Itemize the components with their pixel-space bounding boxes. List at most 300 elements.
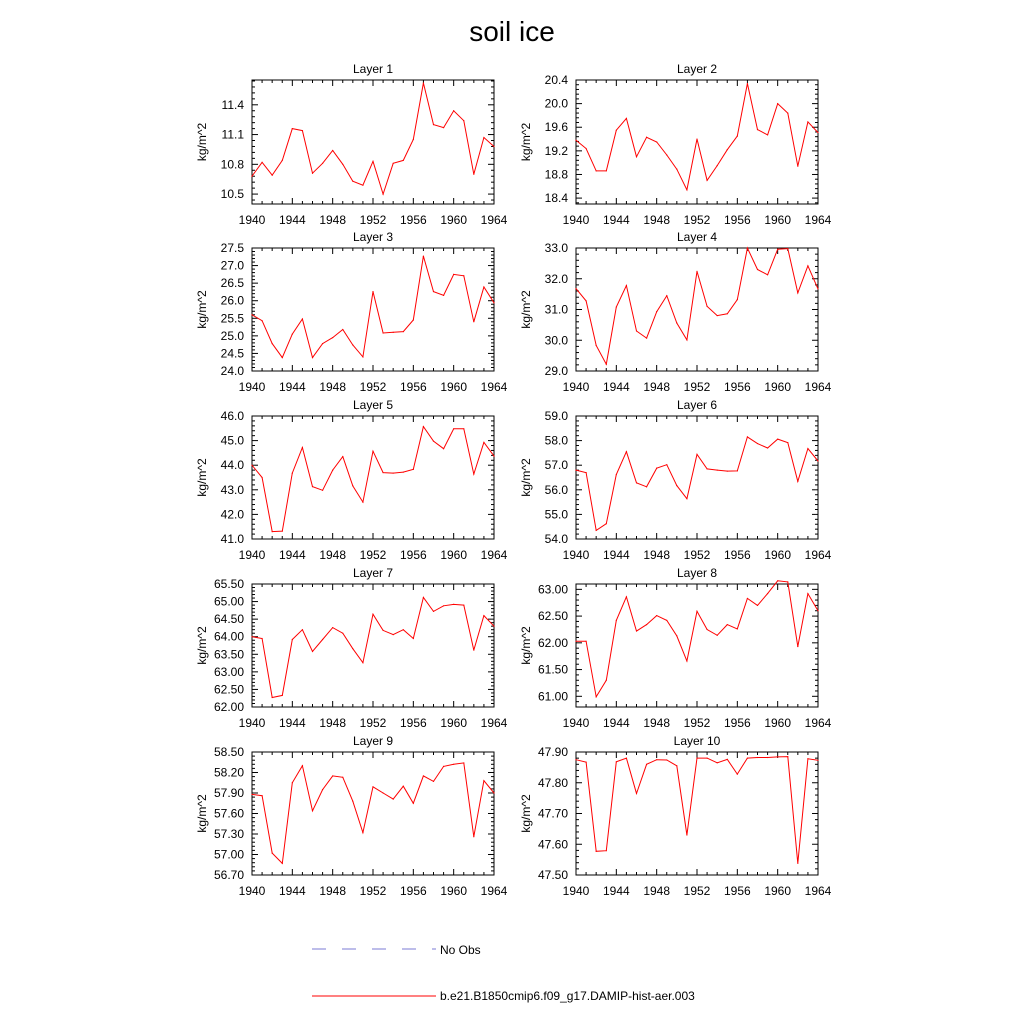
data-point — [767, 134, 768, 135]
plot-frame — [252, 584, 494, 707]
x-tick-label: 1948 — [319, 884, 347, 898]
data-point — [382, 472, 383, 473]
y-tick-label: 57.90 — [213, 786, 244, 800]
y-tick-label: 62.50 — [213, 682, 244, 697]
x-tick-label: 1952 — [359, 213, 387, 227]
data-point — [636, 156, 637, 157]
panel-layer-9 — [195, 734, 508, 898]
y-tick-label: 43.0 — [220, 482, 244, 497]
data-point — [616, 474, 617, 475]
data-point — [302, 765, 303, 766]
x-tick-label: 1964 — [804, 213, 832, 227]
data-point — [261, 320, 262, 321]
data-point — [797, 481, 798, 482]
x-tick-label: 1940 — [238, 716, 266, 730]
data-point — [787, 756, 788, 757]
x-tick-label: 1956 — [399, 213, 427, 227]
data-point — [616, 761, 617, 762]
x-tick-label: 1960 — [440, 380, 468, 394]
panel-layer-7 — [195, 566, 508, 730]
data-point — [473, 836, 474, 837]
x-tick-label: 1944 — [278, 884, 306, 898]
x-tick-label: 1952 — [359, 548, 387, 562]
x-tick-label: 1964 — [804, 380, 832, 394]
panel-layer-1 — [195, 62, 508, 227]
panel-title: Layer 1 — [352, 62, 394, 76]
y-tick-label: 18.8 — [544, 167, 568, 182]
data-point — [272, 175, 273, 176]
y-tick-label: 59.0 — [544, 409, 568, 423]
x-tick-label: 1956 — [399, 548, 427, 562]
y-tick-label: 47.50 — [537, 868, 568, 882]
y-tick-label: 63.00 — [537, 582, 568, 597]
data-point — [686, 189, 687, 190]
y-tick-label: 30.0 — [544, 333, 568, 348]
data-point — [787, 442, 788, 443]
data-point — [332, 337, 333, 338]
data-point — [372, 614, 373, 615]
data-point — [403, 331, 404, 332]
data-point — [706, 758, 707, 759]
data-point — [493, 146, 494, 147]
x-tick-label: 1944 — [602, 716, 630, 730]
data-point — [757, 757, 758, 758]
data-point — [493, 792, 494, 793]
y-tick-label: 64.00 — [213, 629, 244, 644]
panel-title: Layer 2 — [676, 62, 718, 76]
x-tick-label: 1960 — [764, 884, 792, 898]
data-point — [626, 285, 627, 286]
data-point — [626, 596, 627, 597]
series-line — [252, 256, 494, 358]
x-tick-label: 1952 — [359, 380, 387, 394]
panel-title: Layer 10 — [673, 734, 721, 748]
data-point — [393, 799, 394, 800]
data-point — [817, 760, 818, 761]
y-tick-label: 32.0 — [544, 271, 568, 286]
panel-title: Layer 6 — [676, 398, 718, 412]
y-tick-label: 47.80 — [537, 775, 568, 790]
data-point — [596, 170, 597, 171]
data-point — [312, 651, 313, 652]
data-point — [616, 620, 617, 621]
data-point — [261, 795, 262, 796]
x-tick-label: 1940 — [238, 380, 266, 394]
data-point — [717, 165, 718, 166]
data-point — [423, 426, 424, 427]
data-point — [757, 129, 758, 130]
y-tick-label: 24.5 — [220, 346, 244, 361]
data-point — [393, 634, 394, 635]
y-tick-label: 26.5 — [220, 276, 244, 291]
y-tick-label: 41.0 — [220, 532, 244, 546]
data-point — [493, 455, 494, 456]
data-point — [797, 863, 798, 864]
data-point — [403, 629, 404, 630]
data-point — [666, 154, 667, 155]
x-tick-label: 1952 — [683, 884, 711, 898]
data-point — [292, 472, 293, 473]
y-tick-label: 29.0 — [544, 364, 568, 378]
data-point — [727, 759, 728, 760]
data-point — [483, 615, 484, 616]
data-point — [463, 762, 464, 763]
data-point — [737, 628, 738, 629]
data-point — [817, 132, 818, 133]
x-tick-label: 1940 — [562, 884, 590, 898]
data-point — [332, 470, 333, 471]
x-tick-label: 1956 — [723, 380, 751, 394]
data-point — [312, 486, 313, 487]
y-axis-label: kg/m^2 — [195, 626, 209, 665]
data-point — [453, 428, 454, 429]
x-tick-label: 1960 — [764, 548, 792, 562]
data-point — [596, 530, 597, 531]
data-point — [403, 786, 404, 787]
data-point — [342, 456, 343, 457]
data-point — [585, 300, 586, 301]
panel-layer-2 — [519, 62, 832, 227]
data-point — [473, 321, 474, 322]
x-tick-label: 1948 — [643, 716, 671, 730]
data-point — [322, 163, 323, 164]
data-point — [251, 794, 252, 795]
x-tick-label: 1944 — [602, 213, 630, 227]
y-tick-label: 18.4 — [544, 191, 568, 206]
data-point — [423, 255, 424, 256]
data-point — [352, 485, 353, 486]
x-tick-label: 1952 — [683, 380, 711, 394]
data-point — [372, 786, 373, 787]
data-point — [352, 648, 353, 649]
data-point — [646, 486, 647, 487]
data-point — [575, 759, 576, 760]
y-tick-label: 25.5 — [220, 311, 244, 326]
data-point — [302, 629, 303, 630]
x-tick-label: 1964 — [804, 884, 832, 898]
data-point — [272, 853, 273, 854]
data-point — [443, 605, 444, 606]
panel-layer-3 — [195, 230, 508, 394]
data-point — [463, 275, 464, 276]
data-point — [403, 160, 404, 161]
data-point — [453, 110, 454, 111]
data-point — [463, 604, 464, 605]
x-tick-label: 1956 — [723, 716, 751, 730]
data-point — [646, 137, 647, 138]
y-axis-label: kg/m^2 — [519, 290, 533, 329]
data-point — [312, 357, 313, 358]
y-tick-label: 20.4 — [544, 73, 568, 87]
data-point — [797, 646, 798, 647]
x-tick-label: 1948 — [319, 548, 347, 562]
y-tick-label: 57.60 — [213, 806, 244, 821]
x-tick-label: 1948 — [643, 884, 671, 898]
y-axis-label: kg/m^2 — [195, 290, 209, 329]
y-tick-label: 57.30 — [213, 827, 244, 841]
data-point — [737, 774, 738, 775]
data-point — [433, 440, 434, 441]
data-point — [282, 863, 283, 864]
data-point — [423, 597, 424, 598]
data-point — [757, 269, 758, 270]
x-tick-label: 1940 — [562, 716, 590, 730]
data-point — [646, 624, 647, 625]
y-tick-label: 47.90 — [537, 745, 568, 759]
data-point — [342, 164, 343, 165]
data-point — [372, 291, 373, 292]
series-line — [576, 248, 818, 364]
data-point — [322, 490, 323, 491]
data-point — [596, 345, 597, 346]
data-point — [777, 103, 778, 104]
data-point — [717, 315, 718, 316]
x-tick-label: 1952 — [683, 716, 711, 730]
plot-frame — [252, 416, 494, 539]
data-point — [676, 765, 677, 766]
data-point — [292, 128, 293, 129]
x-tick-label: 1960 — [764, 213, 792, 227]
data-point — [463, 120, 464, 121]
panel-title: Layer 5 — [352, 398, 394, 412]
data-point — [666, 759, 667, 760]
data-point — [282, 531, 283, 532]
data-point — [817, 460, 818, 461]
series-line — [252, 83, 494, 194]
data-point — [282, 695, 283, 696]
panel-title: Layer 4 — [676, 230, 718, 244]
data-point — [433, 611, 434, 612]
data-point — [302, 447, 303, 448]
data-point — [352, 344, 353, 345]
data-point — [686, 834, 687, 835]
panel-layer-5 — [195, 398, 508, 562]
data-point — [473, 473, 474, 474]
y-axis-label: kg/m^2 — [519, 122, 533, 162]
data-point — [767, 593, 768, 594]
data-point — [443, 766, 444, 767]
y-tick-label: 58.0 — [544, 433, 568, 448]
data-point — [696, 758, 697, 759]
data-point — [322, 639, 323, 640]
x-tick-label: 1956 — [723, 548, 751, 562]
y-tick-label: 62.00 — [213, 700, 244, 714]
data-point — [423, 82, 424, 83]
data-point — [292, 334, 293, 335]
data-point — [717, 762, 718, 763]
data-point — [433, 781, 434, 782]
panel-layer-8 — [519, 566, 832, 730]
y-tick-label: 56.70 — [213, 868, 244, 882]
data-point — [473, 649, 474, 650]
data-point — [322, 789, 323, 790]
plot-frame — [576, 248, 818, 371]
data-point — [453, 764, 454, 765]
data-point — [433, 124, 434, 125]
data-point — [443, 448, 444, 449]
x-tick-label: 1960 — [440, 884, 468, 898]
data-point — [656, 615, 657, 616]
y-tick-label: 62.50 — [537, 609, 568, 624]
x-tick-label: 1952 — [359, 884, 387, 898]
x-tick-label: 1956 — [399, 884, 427, 898]
data-point — [656, 311, 657, 312]
y-tick-label: 27.5 — [220, 241, 244, 255]
data-point — [493, 302, 494, 303]
data-point — [676, 169, 677, 170]
data-point — [596, 696, 597, 697]
data-point — [747, 83, 748, 84]
data-point — [676, 322, 677, 323]
data-point — [807, 593, 808, 594]
x-tick-label: 1964 — [480, 716, 508, 730]
x-tick-label: 1960 — [764, 380, 792, 394]
data-point — [606, 364, 607, 365]
data-point — [473, 174, 474, 175]
x-tick-label: 1960 — [440, 213, 468, 227]
data-point — [382, 630, 383, 631]
x-tick-label: 1944 — [278, 213, 306, 227]
data-point — [706, 468, 707, 469]
data-point — [727, 313, 728, 314]
data-point — [413, 638, 414, 639]
plot-frame — [252, 248, 494, 371]
data-point — [332, 627, 333, 628]
series-line — [252, 763, 494, 864]
data-point — [413, 139, 414, 140]
data-point — [443, 295, 444, 296]
data-point — [585, 762, 586, 763]
data-point — [403, 471, 404, 472]
x-tick-label: 1952 — [683, 548, 711, 562]
data-point — [676, 635, 677, 636]
y-tick-label: 31.0 — [544, 302, 568, 317]
y-tick-label: 19.2 — [544, 143, 568, 158]
data-point — [292, 639, 293, 640]
data-point — [807, 448, 808, 449]
y-tick-label: 19.6 — [544, 120, 568, 135]
y-tick-label: 55.0 — [544, 507, 568, 522]
x-tick-label: 1964 — [480, 213, 508, 227]
series-line — [252, 597, 494, 697]
y-tick-label: 61.50 — [537, 662, 568, 677]
x-tick-label: 1940 — [238, 884, 266, 898]
y-axis-label: kg/m^2 — [519, 794, 533, 833]
data-point — [372, 161, 373, 162]
data-point — [433, 291, 434, 292]
plot-frame — [576, 752, 818, 875]
x-tick-label: 1944 — [278, 716, 306, 730]
data-point — [362, 832, 363, 833]
x-tick-label: 1964 — [804, 548, 832, 562]
y-tick-label: 47.70 — [537, 806, 568, 821]
y-tick-label: 27.0 — [220, 258, 244, 273]
data-point — [717, 635, 718, 636]
data-point — [393, 163, 394, 164]
data-point — [282, 160, 283, 161]
data-point — [413, 319, 414, 320]
data-point — [807, 121, 808, 122]
x-tick-label: 1940 — [562, 380, 590, 394]
data-point — [807, 265, 808, 266]
data-point — [686, 660, 687, 661]
data-point — [362, 662, 363, 663]
data-point — [413, 803, 414, 804]
x-tick-label: 1952 — [359, 716, 387, 730]
y-tick-label: 54.0 — [544, 532, 568, 546]
data-point — [636, 630, 637, 631]
panel-layer-4 — [519, 230, 832, 394]
x-tick-label: 1948 — [319, 213, 347, 227]
data-point — [767, 274, 768, 275]
data-point — [676, 485, 677, 486]
data-point — [747, 758, 748, 759]
x-tick-label: 1940 — [562, 548, 590, 562]
data-point — [342, 329, 343, 330]
data-point — [646, 337, 647, 338]
data-point — [606, 680, 607, 681]
y-tick-label: 65.00 — [213, 594, 244, 609]
data-point — [767, 757, 768, 758]
panel-title: Layer 9 — [352, 734, 394, 748]
x-tick-label: 1964 — [480, 380, 508, 394]
data-point — [656, 141, 657, 142]
y-tick-label: 63.00 — [213, 664, 244, 679]
y-tick-label: 33.0 — [544, 241, 568, 255]
data-point — [626, 758, 627, 759]
x-tick-label: 1948 — [319, 380, 347, 394]
x-tick-label: 1940 — [562, 213, 590, 227]
x-tick-label: 1956 — [399, 380, 427, 394]
data-point — [606, 170, 607, 171]
data-point — [787, 112, 788, 113]
data-point — [777, 756, 778, 757]
data-point — [261, 638, 262, 639]
y-axis-label: kg/m^2 — [195, 122, 209, 162]
data-point — [453, 274, 454, 275]
data-point — [302, 318, 303, 319]
data-point — [706, 180, 707, 181]
data-point — [382, 193, 383, 194]
x-tick-label: 1944 — [278, 548, 306, 562]
y-tick-label: 61.00 — [537, 689, 568, 704]
x-tick-label: 1960 — [440, 548, 468, 562]
data-point — [656, 759, 657, 760]
y-tick-label: 45.0 — [220, 433, 244, 448]
data-point — [261, 477, 262, 478]
series-line — [576, 84, 818, 190]
y-tick-label: 64.50 — [213, 612, 244, 627]
data-point — [787, 581, 788, 582]
data-point — [463, 428, 464, 429]
x-tick-label: 1944 — [602, 884, 630, 898]
x-tick-label: 1964 — [480, 884, 508, 898]
y-tick-label: 24.0 — [220, 364, 244, 378]
data-point — [585, 641, 586, 642]
legend — [312, 943, 695, 1003]
data-point — [747, 598, 748, 599]
y-tick-label: 57.00 — [213, 847, 244, 862]
data-point — [483, 442, 484, 443]
series-line — [576, 757, 818, 864]
x-tick-label: 1944 — [602, 380, 630, 394]
data-point — [483, 137, 484, 138]
x-tick-label: 1940 — [238, 213, 266, 227]
y-axis-label: kg/m^2 — [519, 458, 533, 497]
x-tick-label: 1948 — [643, 548, 671, 562]
data-point — [352, 181, 353, 182]
data-point — [717, 470, 718, 471]
